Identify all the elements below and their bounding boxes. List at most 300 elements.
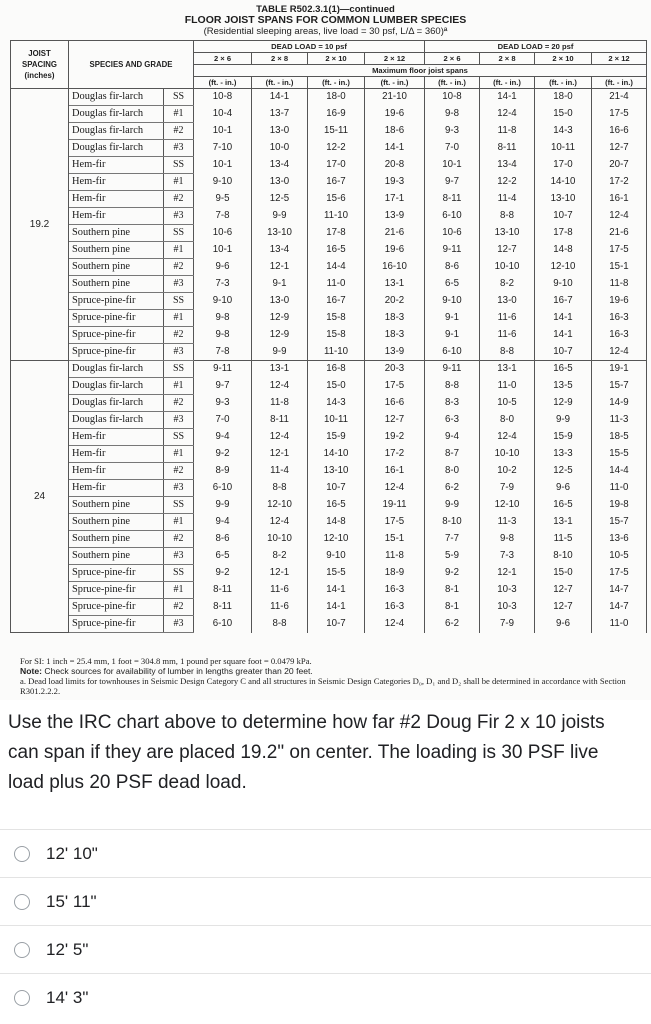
species-cell: Southern pine [69, 276, 164, 293]
radio-button[interactable] [14, 942, 30, 958]
species-cell: Spruce-pine-fir [69, 599, 164, 616]
header-size: 2 × 12 [365, 53, 425, 65]
span-cell: 5-9 [425, 548, 480, 565]
span-cell: 12-10 [308, 531, 365, 548]
header-max-span: Maximum floor joist spans [194, 65, 647, 77]
span-cell: 15-1 [592, 259, 647, 276]
span-cell: 13-10 [480, 225, 535, 242]
span-cell: 13-0 [480, 293, 535, 310]
species-cell: Spruce-pine-fir [69, 582, 164, 599]
table-row [11, 446, 647, 463]
span-cell: 9-10 [425, 293, 480, 310]
span-cell: 9-10 [194, 293, 252, 310]
table-title-line1: TABLE R502.3.1(1)—continued [256, 4, 395, 15]
table-row [11, 157, 647, 174]
span-cell: 11-4 [480, 191, 535, 208]
span-cell: 13-6 [592, 531, 647, 548]
option-label: 12' 5" [46, 939, 89, 959]
span-cell: 20-8 [365, 157, 425, 174]
span-cell: 11-8 [365, 548, 425, 565]
species-cell: Douglas fir-larch [69, 106, 164, 123]
span-cell: 10-3 [480, 582, 535, 599]
span-cell: 15-7 [592, 514, 647, 531]
span-cell: 12-5 [535, 463, 592, 480]
span-cell: 14-1 [535, 310, 592, 327]
span-cell: 9-6 [535, 480, 592, 497]
grade-cell: #2 [164, 599, 194, 616]
span-cell: 11-8 [252, 395, 308, 412]
species-cell: Douglas fir-larch [69, 123, 164, 140]
species-cell: Spruce-pine-fir [69, 327, 164, 344]
span-cell: 8-6 [194, 531, 252, 548]
span-cell: 9-4 [194, 514, 252, 531]
span-cell: 18-6 [365, 123, 425, 140]
grade-cell: SS [164, 361, 194, 378]
span-cell: 10-1 [194, 123, 252, 140]
span-cell: 12-4 [252, 378, 308, 395]
span-cell: 13-10 [252, 225, 308, 242]
span-cell: 8-0 [425, 463, 480, 480]
species-cell: Hem-fir [69, 191, 164, 208]
species-cell: Douglas fir-larch [69, 412, 164, 429]
span-cell: 16-3 [365, 599, 425, 616]
span-cell: 9-4 [194, 429, 252, 446]
table-row [11, 123, 647, 140]
table-row [11, 293, 647, 310]
span-cell: 7-9 [480, 480, 535, 497]
span-cell: 18-3 [365, 310, 425, 327]
span-cell: 12-2 [480, 174, 535, 191]
header-dead-load-10: DEAD LOAD = 10 psf [194, 41, 425, 53]
species-cell: Spruce-pine-fir [69, 344, 164, 361]
grade-cell: #1 [164, 242, 194, 259]
radio-button[interactable] [14, 846, 30, 862]
header-unit: (ft. - in.) [194, 77, 252, 89]
span-cell: 9-2 [425, 565, 480, 582]
span-cell: 15-5 [308, 565, 365, 582]
span-cell: 11-3 [592, 412, 647, 429]
span-cell: 12-10 [480, 497, 535, 514]
grade-cell: #2 [164, 123, 194, 140]
table-row [11, 106, 647, 123]
table-row [11, 89, 647, 106]
footnote-note [20, 666, 645, 676]
span-cell: 9-8 [194, 327, 252, 344]
span-cell: 11-0 [480, 378, 535, 395]
span-cell: 15-8 [308, 327, 365, 344]
grade-cell: SS [164, 565, 194, 582]
span-cell: 13-10 [308, 463, 365, 480]
span-cell: 8-11 [480, 140, 535, 157]
span-cell: 11-10 [308, 208, 365, 225]
span-cell: 12-7 [365, 412, 425, 429]
table-row [11, 463, 647, 480]
span-cell: 9-11 [194, 361, 252, 378]
span-cell: 10-1 [425, 157, 480, 174]
span-cell: 15-0 [308, 378, 365, 395]
header-size: 2 × 10 [535, 53, 592, 65]
span-cell: 9-8 [480, 531, 535, 548]
span-cell: 8-8 [480, 344, 535, 361]
span-cell: 14-1 [535, 327, 592, 344]
table-row [11, 344, 647, 361]
span-cell: 17-5 [592, 565, 647, 582]
span-cell: 13-5 [535, 378, 592, 395]
span-cell: 10-2 [480, 463, 535, 480]
table-row [11, 378, 647, 395]
span-cell: 10-7 [308, 616, 365, 633]
span-cell: 13-0 [252, 293, 308, 310]
span-cell: 8-2 [252, 548, 308, 565]
span-cell: 14-1 [308, 599, 365, 616]
span-cell: 10-1 [194, 157, 252, 174]
span-cell: 12-2 [308, 140, 365, 157]
span-cell: 10-11 [535, 140, 592, 157]
table-row [11, 548, 647, 565]
span-cell: 15-11 [308, 123, 365, 140]
grade-cell: #2 [164, 395, 194, 412]
span-cell: 17-2 [592, 174, 647, 191]
span-cell: 10-8 [425, 89, 480, 106]
span-cell: 19-2 [365, 429, 425, 446]
span-cell: 12-9 [535, 395, 592, 412]
span-cell: 8-7 [425, 446, 480, 463]
span-cell: 9-5 [194, 191, 252, 208]
span-cell: 11-0 [592, 480, 647, 497]
table-row [11, 208, 647, 225]
span-cell: 20-3 [365, 361, 425, 378]
species-cell: Spruce-pine-fir [69, 616, 164, 633]
span-cell: 10-4 [194, 106, 252, 123]
header-unit: (ft. - in.) [425, 77, 480, 89]
span-cell: 11-5 [535, 531, 592, 548]
span-cell: 9-9 [535, 412, 592, 429]
option-14-3[interactable] [0, 973, 651, 1021]
span-cell: 13-4 [480, 157, 535, 174]
table-row [11, 191, 647, 208]
span-cell: 8-2 [480, 276, 535, 293]
span-cell: 10-3 [480, 599, 535, 616]
span-cell: 9-2 [194, 565, 252, 582]
table-row [11, 497, 647, 514]
span-cell: 12-4 [365, 480, 425, 497]
span-cell: 19-6 [365, 106, 425, 123]
grade-cell: #3 [164, 412, 194, 429]
grade-cell: SS [164, 293, 194, 310]
span-cell: 8-11 [252, 412, 308, 429]
table-row [11, 242, 647, 259]
span-cell: 8-6 [425, 259, 480, 276]
span-cell: 17-0 [308, 157, 365, 174]
span-cell: 15-5 [592, 446, 647, 463]
span-cell: 10-7 [308, 480, 365, 497]
header-unit: (ft. - in.) [365, 77, 425, 89]
span-cell: 12-7 [535, 599, 592, 616]
table-row [11, 276, 647, 293]
table-row [11, 395, 647, 412]
span-cell: 12-1 [480, 565, 535, 582]
header-size: 2 × 6 [194, 53, 252, 65]
span-cell: 8-8 [425, 378, 480, 395]
grade-cell: #1 [164, 378, 194, 395]
span-cell: 15-1 [365, 531, 425, 548]
option-12-10[interactable] [0, 829, 651, 877]
span-cell: 7-10 [194, 140, 252, 157]
grade-cell: #2 [164, 259, 194, 276]
species-cell: Spruce-pine-fir [69, 310, 164, 327]
span-cell: 8-3 [425, 395, 480, 412]
span-cell: 8-11 [425, 191, 480, 208]
span-cell: 12-1 [252, 565, 308, 582]
span-cell: 18-3 [365, 327, 425, 344]
span-cell: 14-4 [592, 463, 647, 480]
header-size: 2 × 8 [252, 53, 308, 65]
span-cell: 9-2 [194, 446, 252, 463]
header-unit: (ft. - in.) [252, 77, 308, 89]
span-cell: 8-0 [480, 412, 535, 429]
table-row [11, 310, 647, 327]
span-cell: 14-1 [252, 89, 308, 106]
span-cell: 20-2 [365, 293, 425, 310]
span-cell: 12-10 [252, 497, 308, 514]
span-cell: 12-4 [592, 344, 647, 361]
span-cell: 10-10 [480, 259, 535, 276]
table-row [11, 582, 647, 599]
span-cell: 16-6 [365, 395, 425, 412]
span-cell: 17-8 [308, 225, 365, 242]
span-cell: 9-11 [425, 361, 480, 378]
span-cell: 17-5 [365, 514, 425, 531]
span-cell: 8-9 [194, 463, 252, 480]
span-cell: 12-4 [252, 429, 308, 446]
table-row [11, 140, 647, 157]
species-cell: Hem-fir [69, 463, 164, 480]
species-cell: Southern pine [69, 225, 164, 242]
span-cell: 16-5 [308, 242, 365, 259]
grade-cell: SS [164, 497, 194, 514]
span-cell: 8-1 [425, 599, 480, 616]
span-cell: 16-6 [592, 123, 647, 140]
span-cell: 14-8 [308, 514, 365, 531]
question-text: Use the IRC chart above to determine how far #2 Doug Fir 2 x 10 joists can span if they are placed 19.2" on center. The loading is 30 PSF live load plus 20 PSF dead load. [8, 712, 605, 793]
span-cell: 10-10 [252, 531, 308, 548]
species-cell: Douglas fir-larch [69, 378, 164, 395]
span-cell: 10-6 [425, 225, 480, 242]
span-cell: 9-10 [535, 276, 592, 293]
species-cell: Hem-fir [69, 174, 164, 191]
span-cell: 18-0 [535, 89, 592, 106]
span-cell: 6-10 [425, 208, 480, 225]
span-cell: 7-3 [480, 548, 535, 565]
span-cell: 9-9 [425, 497, 480, 514]
table-row [11, 480, 647, 497]
header-unit: (ft. - in.) [592, 77, 647, 89]
species-cell: Hem-fir [69, 480, 164, 497]
span-cell: 12-1 [252, 446, 308, 463]
span-cell: 9-6 [535, 616, 592, 633]
span-cell: 11-8 [592, 276, 647, 293]
species-cell: Douglas fir-larch [69, 361, 164, 378]
table-row [11, 412, 647, 429]
header-size: 2 × 10 [308, 53, 365, 65]
span-cell: 9-1 [425, 327, 480, 344]
grade-cell: SS [164, 89, 194, 106]
span-cell: 12-9 [252, 310, 308, 327]
span-cell: 19-6 [592, 293, 647, 310]
grade-cell: SS [164, 225, 194, 242]
grade-cell: #2 [164, 531, 194, 548]
joist-spacing-cell: 24 [11, 361, 69, 633]
span-cell: 9-9 [194, 497, 252, 514]
option-12-5[interactable] [0, 925, 651, 973]
span-cell: 8-11 [194, 582, 252, 599]
span-cell: 12-4 [365, 616, 425, 633]
span-cell: 10-7 [535, 344, 592, 361]
option-15-11[interactable] [0, 877, 651, 925]
species-cell: Southern pine [69, 242, 164, 259]
span-cell: 8-10 [425, 514, 480, 531]
table-row [11, 599, 647, 616]
span-cell: 12-10 [535, 259, 592, 276]
span-cell: 12-4 [480, 106, 535, 123]
span-cell: 16-5 [535, 497, 592, 514]
span-cell: 18-5 [592, 429, 647, 446]
species-cell: Spruce-pine-fir [69, 565, 164, 582]
span-cell: 16-3 [592, 310, 647, 327]
span-cell: 12-4 [252, 514, 308, 531]
span-cell: 14-8 [535, 242, 592, 259]
span-cell: 12-7 [592, 140, 647, 157]
span-cell: 6-10 [194, 616, 252, 633]
span-cell: 10-0 [252, 140, 308, 157]
span-cell: 20-7 [592, 157, 647, 174]
span-cell: 11-10 [308, 344, 365, 361]
span-cell: 16-9 [308, 106, 365, 123]
span-cell: 8-8 [480, 208, 535, 225]
radio-button[interactable] [14, 990, 30, 1006]
span-cell: 7-8 [194, 344, 252, 361]
span-cell: 10-7 [535, 208, 592, 225]
grade-cell: SS [164, 157, 194, 174]
span-cell: 8-11 [194, 599, 252, 616]
span-cell: 16-5 [308, 497, 365, 514]
grade-cell: #2 [164, 463, 194, 480]
span-cell: 14-1 [308, 582, 365, 599]
span-cell: 7-7 [425, 531, 480, 548]
header-dead-load-20: DEAD LOAD = 20 psf [425, 41, 647, 53]
span-cell: 12-4 [592, 208, 647, 225]
span-cell: 9-6 [194, 259, 252, 276]
span-cell: 19-1 [592, 361, 647, 378]
span-cell: 13-9 [365, 208, 425, 225]
span-cell: 17-0 [535, 157, 592, 174]
span-cell: 15-0 [535, 565, 592, 582]
span-cell: 14-1 [480, 89, 535, 106]
span-cell: 14-7 [592, 582, 647, 599]
footnote-si: For SI: 1 inch = 25.4 mm, 1 foot = 304.8 mm, 1 pound per square foot = 0.0479 kPa. [20, 656, 312, 666]
span-cell: 9-9 [252, 344, 308, 361]
table-row [11, 225, 647, 242]
span-cell: 6-5 [425, 276, 480, 293]
species-cell: Southern pine [69, 548, 164, 565]
species-cell: Southern pine [69, 514, 164, 531]
span-cell: 17-5 [365, 378, 425, 395]
span-cell: 13-3 [535, 446, 592, 463]
span-cell: 19-6 [365, 242, 425, 259]
table-title-line2: FLOOR JOIST SPANS FOR COMMON LUMBER SPECIES [184, 14, 467, 26]
species-cell: Southern pine [69, 531, 164, 548]
span-cell: 9-9 [252, 208, 308, 225]
span-cell: 14-10 [535, 174, 592, 191]
span-cell: 21-10 [365, 89, 425, 106]
table-row [11, 327, 647, 344]
span-cell: 8-8 [252, 616, 308, 633]
table-row [11, 259, 647, 276]
grade-cell: #3 [164, 208, 194, 225]
species-cell: Douglas fir-larch [69, 140, 164, 157]
span-cell: 17-8 [535, 225, 592, 242]
joist-spacing-cell: 19.2 [11, 89, 69, 361]
span-cell: 9-3 [425, 123, 480, 140]
span-cell: 7-8 [194, 208, 252, 225]
span-cell: 19-3 [365, 174, 425, 191]
span-cell: 11-0 [592, 616, 647, 633]
span-cell: 21-4 [592, 89, 647, 106]
species-cell: Spruce-pine-fir [69, 293, 164, 310]
span-cell: 14-3 [535, 123, 592, 140]
span-cell: 17-2 [365, 446, 425, 463]
span-cell: 11-6 [252, 582, 308, 599]
header-size: 2 × 6 [425, 53, 480, 65]
span-cell: 18-9 [365, 565, 425, 582]
span-cell: 19-11 [365, 497, 425, 514]
grade-cell: #1 [164, 310, 194, 327]
span-cell: 7-9 [480, 616, 535, 633]
span-cell: 9-11 [425, 242, 480, 259]
span-cell: 6-2 [425, 480, 480, 497]
span-cell: 15-0 [535, 106, 592, 123]
span-cell: 13-1 [535, 514, 592, 531]
radio-button[interactable] [14, 894, 30, 910]
header-size: 2 × 12 [592, 53, 647, 65]
span-cell: 16-3 [365, 582, 425, 599]
grade-cell: SS [164, 429, 194, 446]
span-cell: 10-5 [592, 548, 647, 565]
table-row [11, 616, 647, 633]
table-row [11, 531, 647, 548]
header-unit: (ft. - in.) [480, 77, 535, 89]
span-cell: 14-1 [365, 140, 425, 157]
grade-cell: #3 [164, 616, 194, 633]
span-cell: 10-6 [194, 225, 252, 242]
table-title-line3: (Residential sleeping areas, live load = 30 psf, L/Δ = 360)ª [203, 26, 448, 37]
span-cell: 7-0 [194, 412, 252, 429]
span-cell: 11-0 [308, 276, 365, 293]
span-cell: 10-10 [480, 446, 535, 463]
span-cell: 9-10 [308, 548, 365, 565]
span-cell: 7-0 [425, 140, 480, 157]
species-cell: Hem-fir [69, 208, 164, 225]
span-cell: 14-3 [308, 395, 365, 412]
span-cell: 11-3 [480, 514, 535, 531]
span-cell: 11-6 [480, 327, 535, 344]
span-cell: 14-7 [592, 599, 647, 616]
grade-cell: #3 [164, 276, 194, 293]
span-cell: 10-1 [194, 242, 252, 259]
span-cell: 9-7 [194, 378, 252, 395]
span-cell: 13-1 [252, 361, 308, 378]
span-cell: 17-1 [365, 191, 425, 208]
